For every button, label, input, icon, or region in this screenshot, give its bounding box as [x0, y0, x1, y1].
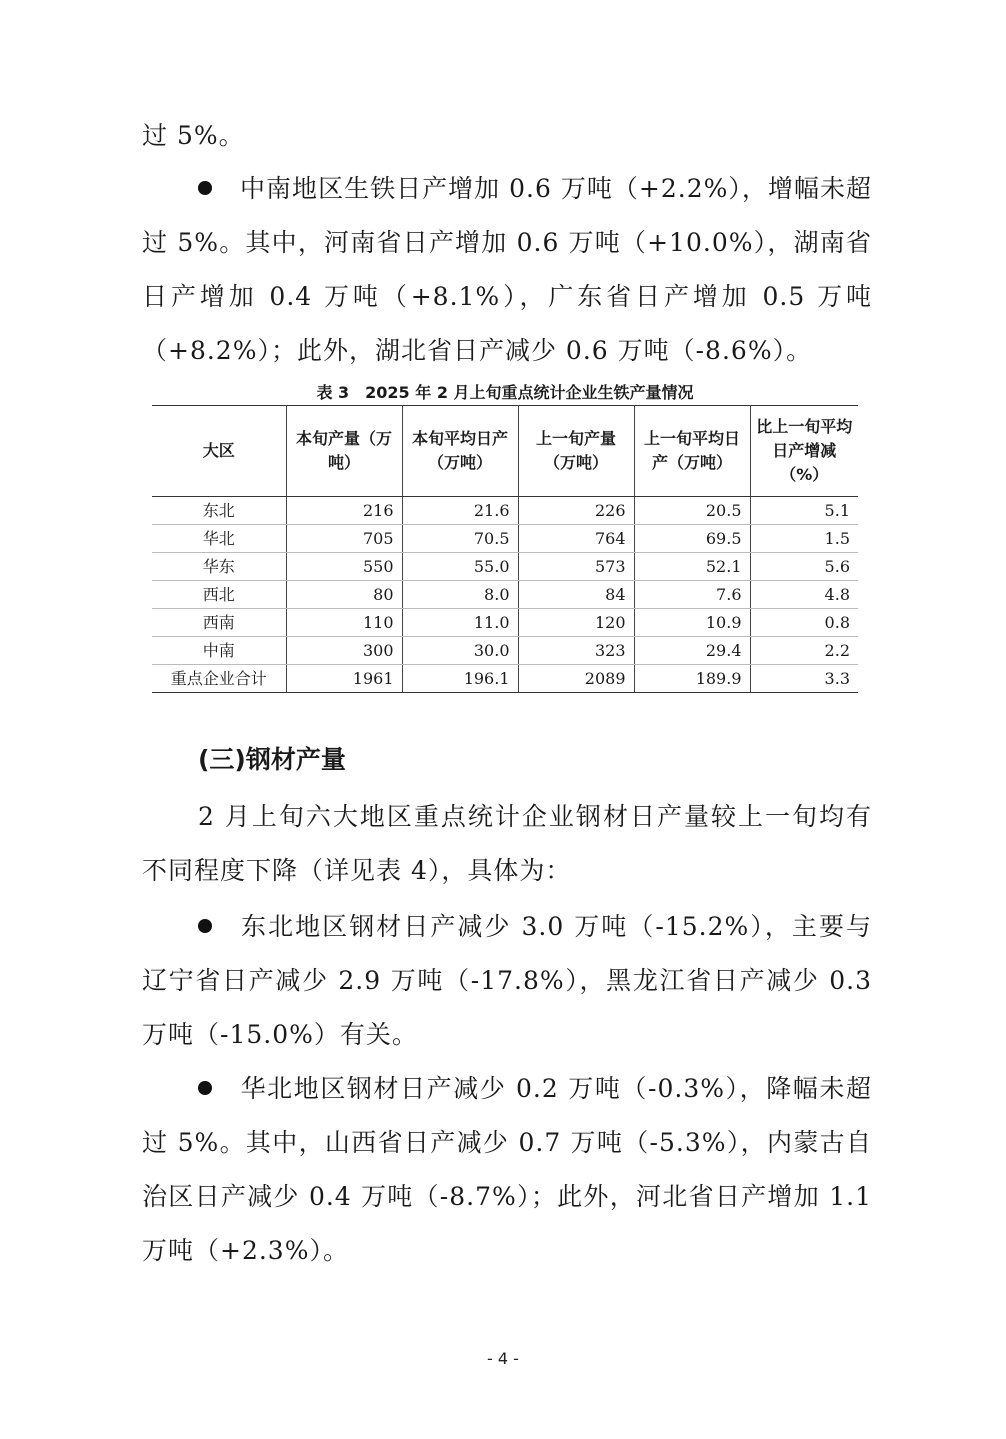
cell-value: 189.9: [634, 665, 750, 693]
cell-region: 华东: [152, 553, 286, 581]
cell-value: 3.3: [750, 665, 858, 693]
paragraph-north-steel: [142, 1062, 872, 1278]
table-total-row: [152, 665, 858, 693]
cell-value: 226: [518, 497, 634, 525]
cell-value: 550: [286, 553, 402, 581]
bullet-icon: [198, 1081, 212, 1095]
cell-value: 705: [286, 525, 402, 553]
paragraph-continuation: 过 5%。: [142, 121, 245, 150]
cell-value: 30.0: [402, 637, 518, 665]
cell-value: 20.5: [634, 497, 750, 525]
cell-value: 70.5: [402, 525, 518, 553]
cell-value: 0.8: [750, 609, 858, 637]
paragraph-central-south-iron: [142, 162, 872, 378]
header-change-pct: 比上一旬平均日产增减（%）: [750, 406, 858, 497]
table-row: [152, 553, 858, 581]
cell-value: 5.1: [750, 497, 858, 525]
paragraph-northeast-steel: [142, 900, 872, 1062]
cell-value: 196.1: [402, 665, 518, 693]
table-row: [152, 609, 858, 637]
table-row: [152, 581, 858, 609]
cell-value: 2.2: [750, 637, 858, 665]
cell-region: 重点企业合计: [152, 665, 286, 693]
table-header-row: [152, 406, 858, 497]
table-row: [152, 637, 858, 665]
cell-value: 2089: [518, 665, 634, 693]
paragraph-text: 华北地区钢材日产减少 0.2 万吨（-0.3%），降幅未超过 5%。其中，山西省日产减少 0.7 万吨（-5.3%），内蒙古自治区日产减少 0.4 万吨（-8.7%）；此外，河北省日产增加 1.1 万吨（+2.3%）。: [142, 1074, 872, 1265]
paragraph-text: 东北地区钢材日产减少 3.0 万吨（-15.2%），主要与辽宁省日产减少 2.9 万吨（-17.8%），黑龙江省日产减少 0.3 万吨（-15.0%）有关。: [142, 912, 872, 1049]
header-current-output: 本旬产量（万吨）: [286, 406, 402, 497]
table-row: [152, 497, 858, 525]
cell-value: 573: [518, 553, 634, 581]
cell-value: 4.8: [750, 581, 858, 609]
cell-value: 300: [286, 637, 402, 665]
cell-value: 764: [518, 525, 634, 553]
cell-region: 东北: [152, 497, 286, 525]
section-heading: (三)钢材产量: [198, 745, 346, 774]
bullet-icon: [198, 919, 212, 933]
header-previous-output: 上一旬产量（万吨）: [518, 406, 634, 497]
page-number: - 4 -: [487, 1349, 519, 1368]
cell-value: 1961: [286, 665, 402, 693]
table-caption: 表 3 2025 年 2 月上旬重点统计企业生铁产量情况: [316, 383, 694, 402]
paragraph-text: 中南地区生铁日产增加 0.6 万吨（+2.2%），增幅未超过 5%。其中，河南省日产增加 0.6 万吨（+10.0%），湖南省日产增加 0.4 万吨（+8.1%），广东省日产增加 0.5 万吨（+8.2%）；此外，湖北省日产减少 0.6 万吨（-8.6%）。: [142, 174, 872, 365]
cell-region: 中南: [152, 637, 286, 665]
cell-value: 7.6: [634, 581, 750, 609]
cell-region: 西南: [152, 609, 286, 637]
cell-value: 120: [518, 609, 634, 637]
cell-value: 29.4: [634, 637, 750, 665]
cell-region: 西北: [152, 581, 286, 609]
cell-region: 华北: [152, 525, 286, 553]
cell-value: 216: [286, 497, 402, 525]
header-current-daily: 本旬平均日产（万吨）: [402, 406, 518, 497]
cell-value: 1.5: [750, 525, 858, 553]
cell-value: 8.0: [402, 581, 518, 609]
cell-value: 84: [518, 581, 634, 609]
cell-value: 69.5: [634, 525, 750, 553]
cell-value: 11.0: [402, 609, 518, 637]
cell-value: 323: [518, 637, 634, 665]
cell-value: 10.9: [634, 609, 750, 637]
bullet-icon: [198, 181, 212, 195]
paragraph-steel-intro: 2 月上旬六大地区重点统计企业钢材日产量较上一旬均有不同程度下降（详见表 4），具体为：: [142, 802, 872, 885]
cell-value: 55.0: [402, 553, 518, 581]
cell-value: 80: [286, 581, 402, 609]
pig-iron-output-table: [152, 405, 858, 693]
cell-value: 21.6: [402, 497, 518, 525]
cell-value: 5.6: [750, 553, 858, 581]
cell-value: 110: [286, 609, 402, 637]
header-region: 大区: [152, 406, 286, 497]
header-previous-daily: 上一旬平均日产（万吨）: [634, 406, 750, 497]
table-row: [152, 525, 858, 553]
cell-value: 52.1: [634, 553, 750, 581]
